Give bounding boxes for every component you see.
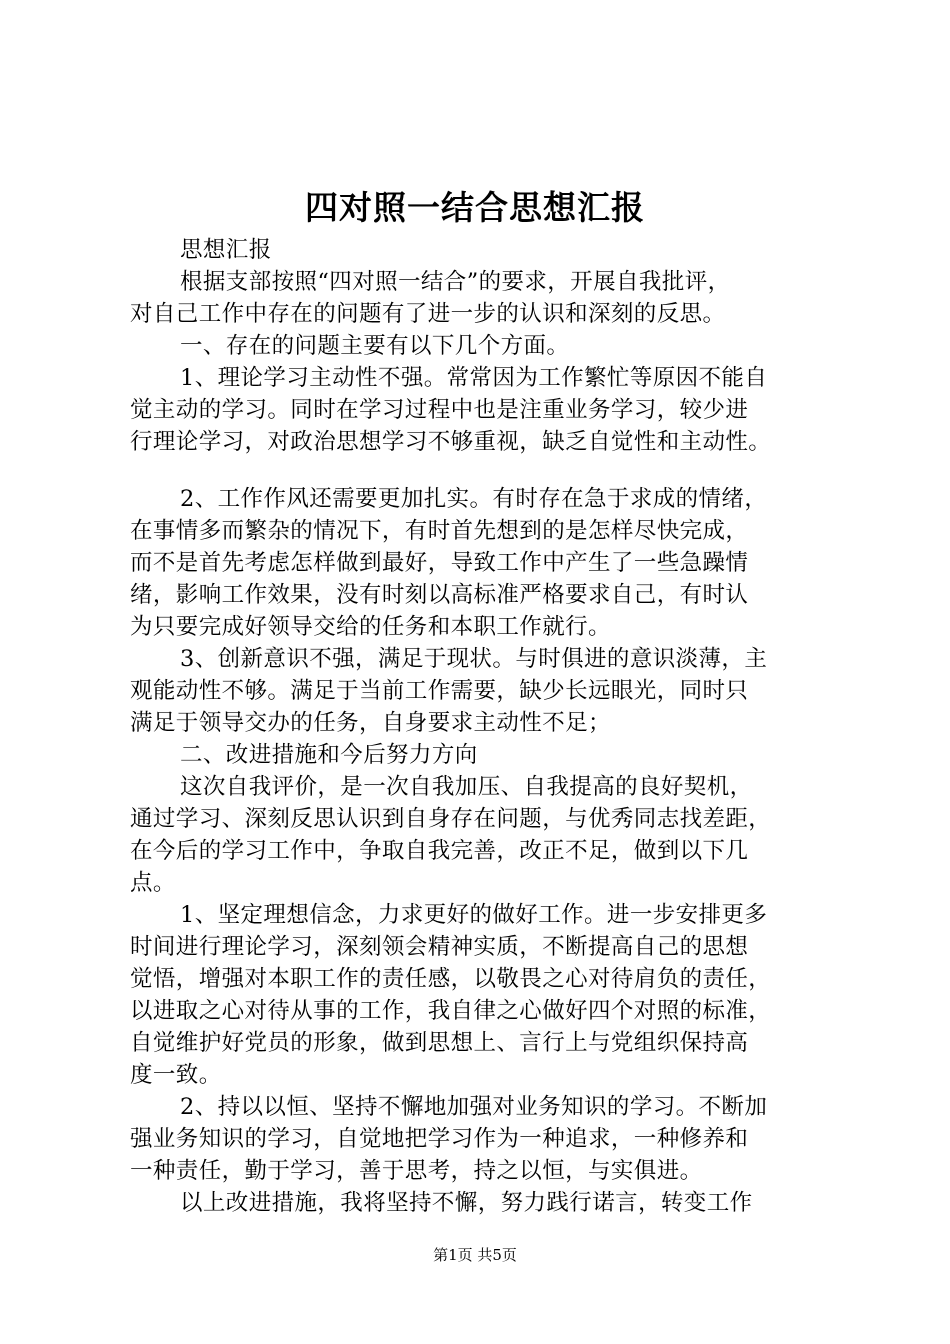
paragraph-line: 以进取之心对待从事的工作，我自律之心做好四个对照的标准， (130, 998, 772, 1024)
paragraph-line: 时间进行理论学习，深刻领会精神实质，不断提高自己的思想 (130, 934, 749, 960)
paragraph-line: 这次自我评价，是一次自我加压、自我提高的良好契机， (180, 774, 753, 800)
paragraph-line: 一种责任，勤于学习，善于思考，持之以恒，与实俱进。 (130, 1158, 703, 1184)
paragraph-line: 1、理论学习主动性不强。常常因为工作繁忙等原因不能自 (180, 365, 768, 391)
paragraph-line: 强业务知识的学习，自觉地把学习作为一种追求，一种修养和 (130, 1126, 749, 1152)
paragraph-line: 绪，影响工作效果，没有时刻以高标准严格要求自己，有时认 (130, 582, 749, 608)
paragraph-line: 行理论学习，对政治思想学习不够重视，缺乏自觉性和主动性。 (130, 429, 772, 455)
paragraph-line: 点。 (130, 870, 176, 896)
paragraph-line: 对自己工作中存在的问题有了进一步的认识和深刻的反思。 (130, 301, 726, 327)
paragraph-line: 为只要完成好领导交给的任务和本职工作就行。 (130, 614, 611, 640)
section-heading: 一、存在的问题主要有以下几个方面。 (180, 333, 570, 359)
document-title: 四对照一结合思想汇报 (305, 188, 645, 227)
section-heading: 二、改进措施和今后努力方向 (180, 742, 478, 768)
paragraph-line: 通过学习、深刻反思认识到自身存在问题，与优秀同志找差距， (130, 806, 772, 832)
paragraph-line: 3、创新意识不强，满足于现状。与时俱进的意识淡薄，主 (180, 646, 768, 672)
paragraph-line: 1、坚定理想信念，力求更好的做好工作。进一步安排更多 (180, 902, 768, 928)
paragraph-line: 自觉维护好党员的形象，做到思想上、言行上与党组织保持高 (130, 1030, 749, 1056)
paragraph-line: 根据支部按照“四对照一结合”的要求，开展自我批评， (180, 269, 731, 295)
paragraph-line: 2、工作作风还需要更加扎实。有时存在急于求成的情绪， (180, 486, 768, 512)
paragraph-line: 觉悟，增强对本职工作的责任感，以敬畏之心对待肩负的责任， (130, 966, 772, 992)
paragraph-line: 在今后的学习工作中，争取自我完善，改正不足，做到以下几 (130, 838, 749, 864)
paragraph-line: 思想汇报 (180, 237, 272, 263)
paragraph-line: 度一致。 (130, 1062, 222, 1088)
paragraph-line: 2、持以以恒、坚持不懈地加强对业务知识的学习。不断加 (180, 1094, 768, 1120)
paragraph-line: 以上改进措施，我将坚持不懈，努力践行诺言，转变工作 (180, 1190, 753, 1216)
page-footer: 第1页 共5页 (433, 1246, 517, 1264)
paragraph-line: 观能动性不够。满足于当前工作需要，缺少长远眼光，同时只 (130, 678, 749, 704)
paragraph-line: 满足于领导交办的任务，自身要求主动性不足； (130, 710, 611, 736)
paragraph-line: 而不是首先考虑怎样做到最好，导致工作中产生了一些急躁情 (130, 550, 749, 576)
paragraph-line: 在事情多而繁杂的情况下，有时首先想到的是怎样尽快完成， (130, 518, 749, 544)
paragraph-line: 觉主动的学习。同时在学习过程中也是注重业务学习，较少进 (130, 397, 749, 423)
